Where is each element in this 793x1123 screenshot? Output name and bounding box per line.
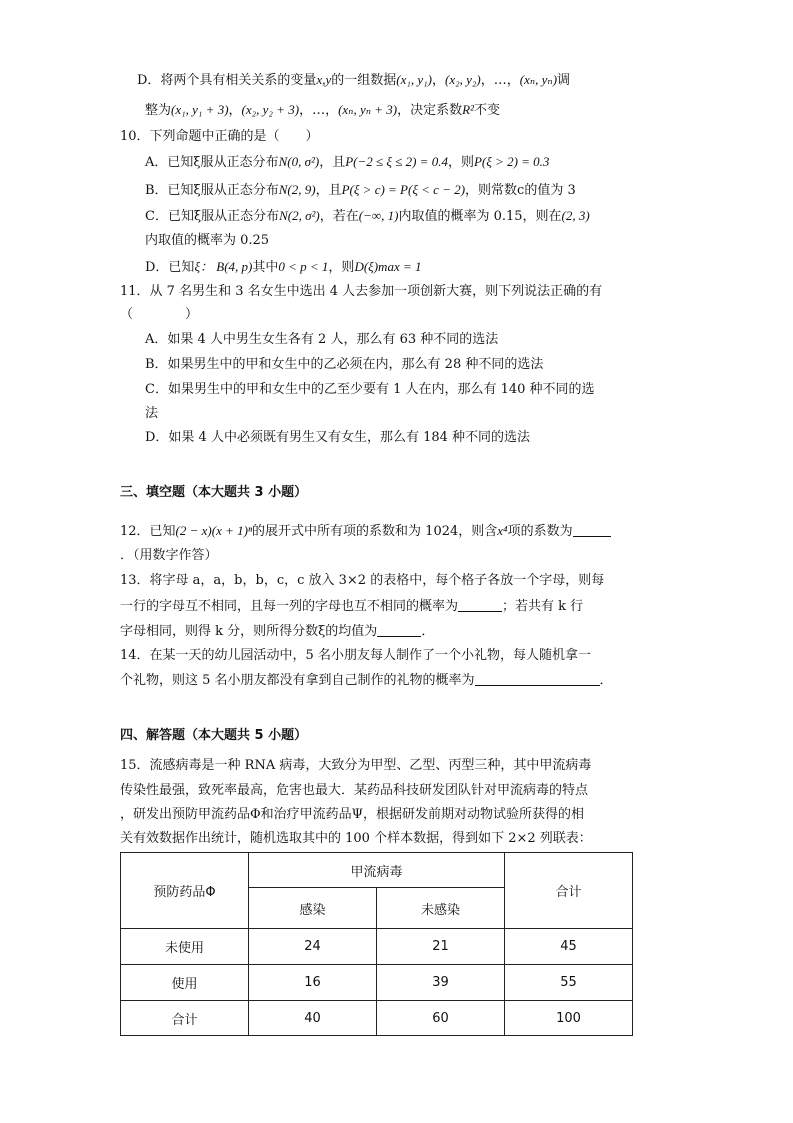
q13-l3: 字母相同，则得 k 分，则所得分数ξ的均值为 [120,624,378,639]
q12-x4: x⁴ [497,523,508,538]
q9-d-mid: 的一组数据 [331,73,397,88]
table-row [121,1001,633,1036]
q11-option-b: B．如果男生中的甲和女生中的乙必须在内，那么有 28 种不同的选法 [145,357,544,372]
q13-l2b: ；若共有 k 行 [502,599,584,614]
table-cell: 55 [505,965,633,1001]
q10-a-dist: N(0, σ²) [278,154,320,169]
q13-answer-blank-2[interactable] [377,622,421,637]
q10-stem: 10．下列命题中正确的是（ ） [120,129,319,144]
section-solution-heading: 四、解答题（本大题共 5 小题） [120,728,308,743]
q13-answer-blank-1[interactable] [458,597,502,612]
q10-c-int2: (2, 3) [561,208,590,223]
q10-d-then: ，则 [328,260,355,275]
q9-d2-mid: ，决定系数 [397,103,463,118]
q9-d2-r2: R² [462,102,474,117]
q13-line2 [120,597,583,617]
q9-d-sep2: ，…， [480,73,520,88]
q10-b-dist: N(2, 9) [278,182,316,197]
q12-line2: ．（用数字作答） [120,548,218,563]
q14-line2 [120,671,613,691]
q15-line1: 15．流感病毒是一种 RNA 病毒，大致分为甲型、乙型、丙型三种，其中甲流病毒 [120,758,592,773]
q10-c-mid2: 内取值的概率为 0.15，则在 [398,209,562,224]
q10-c-mid: ，若在 [319,209,359,224]
q10-c-int1: (−∞, 1) [358,208,399,223]
q11-option-d: D．如果 4 人中必须既有男生又有女生，那么有 184 种不同的选法 [145,430,531,445]
table-cell: 40 [249,1001,377,1036]
table-cell-label: 使用 [121,965,249,1001]
q9-d-vars: x,y [316,72,332,87]
q9-option-d-line2 [145,100,500,121]
q9-d2-p1: (x₁, y₁ + 3) [171,102,229,117]
table-cell: 100 [505,1001,633,1036]
table-cell: 39 [377,965,505,1001]
q11-stem: 11．从 7 名男生和 3 名女生中选出 4 人去参加一项创新大赛，则下列说法正确的有 [120,284,603,299]
table-row [121,965,633,1001]
q13-l2: 一行的字母互不相同，且每一列的字母也互不相同的概率为 [120,599,459,614]
table-group-header: 甲流病毒 [249,853,505,888]
q12-expr: (2 − x)(x + 1)ⁿ [175,523,253,538]
q10-a-res: P(ξ > 2) = 0.3 [473,154,550,169]
table-cell-label: 合计 [121,1001,249,1036]
q10-b-end: ，则常数c的值为 3 [465,183,576,198]
q10-b-cond: P(ξ > c) = P(ξ < c − 2) [341,182,466,197]
q9-d-sep1: ， [432,73,446,88]
q10-d-dist: ξ： B(4, p) [194,259,253,274]
q10-option-c [145,206,590,227]
q10-b-pre: B．已知ξ服从正态分布 [145,183,279,198]
q10-d-res: D(ξ)max = 1 [354,259,422,274]
q10-a-cond: P(−2 ≤ ξ ≤ 2) = 0.4 [345,154,448,169]
q10-option-c-line2: 内取值的概率为 0.25 [145,233,270,248]
q13-l3b: ． [421,624,435,639]
q10-a-mid: ，且 [319,155,346,170]
q9-d-p1: (x₁, y₁) [396,72,432,87]
table-row-header: 预防药品Φ [121,853,249,929]
q10-option-b [145,180,576,201]
q9-d2-sep2: ，…， [299,103,339,118]
q15-line2: 传染性最强，致死率最高，危害也最大．某药品科技研发团队针对甲流病毒的特点 [120,783,589,798]
table-cell: 60 [377,1001,505,1036]
q10-c-pre: C．已知ξ服从正态分布 [145,209,280,224]
q11-option-a: A．如果 4 人中男生女生各有 2 人，那么有 63 种不同的选法 [145,332,499,347]
q10-d-mid: 其中 [252,260,279,275]
q10-option-a [145,152,549,173]
q9-d2-sep1: ， [228,103,242,118]
table-col-not-infected: 未感染 [377,888,505,929]
q10-option-d [145,257,421,278]
q10-a-pre: A．已知ξ服从正态分布 [145,155,279,170]
q12-mid: 的展开式中所有项的系数和为 1024，则含 [252,524,498,539]
q12-end: 项的系数为 [507,524,573,539]
q9-d2-end: 不变 [473,103,500,118]
table-cell: 24 [249,929,377,965]
q10-a-then: ，则 [447,155,474,170]
table-cell: 45 [505,929,633,965]
q9-d2-start: 整为 [145,103,172,118]
table-col-infected: 感染 [249,888,377,929]
q11-stem-line2: （ ） [120,307,199,322]
q10-c-dist: N(2, σ²) [279,208,320,223]
q14-l2: 个礼物，则这 5 名小朋友都没有拿到自己制作的礼物的概率为 [120,673,475,688]
q15-line3: ，研发出预防甲流药品Φ和治疗甲流药品Ψ，根据研发前期对动物试验所获得的相 [120,807,585,822]
table-total-header: 合计 [505,853,633,929]
q11-option-c: C．如果男生中的甲和女生中的乙至少要有 1 人在内，那么有 140 种不同的选 [145,382,595,397]
table-cell-label: 未使用 [121,929,249,965]
table-row [121,929,633,965]
q12-answer-blank[interactable] [573,522,611,537]
q9-d2-pn: (xₙ, yₙ + 3) [338,102,398,117]
q10-b-mid: ，且 [315,183,342,198]
contingency-table [120,852,633,1036]
q13-line3 [120,622,434,642]
q9-d-p2: (x₂, y₂) [445,72,481,87]
q9-d-label: D．将两个具有相关关系的变量 [137,73,317,88]
q9-d-end: 调 [557,73,571,88]
q15-line4: 关有效数据作出统计，随机选取其中的 100 个样本数据，得到如下 2×2 列联表： [120,831,592,846]
q9-d-pn: (xₙ, yₙ) [519,72,558,87]
q12-line1 [120,521,611,542]
q10-d-cond: 0 < p < 1 [278,259,329,274]
q14-line1: 14．在某一天的幼儿园活动中，5 名小朋友每人制作了一个小礼物，每人随机拿一 [120,648,591,663]
table-cell: 16 [249,965,377,1001]
q9-d2-p2: (x₂, y₂ + 3) [241,102,300,117]
table-cell: 21 [377,929,505,965]
q13-line1: 13．将字母 a，a，b，b，c，c 放入 3×2 的表格中，每个格子各放一个字母，则每 [120,573,605,588]
q14-l2b: ． [599,673,613,688]
q14-answer-blank[interactable] [475,671,600,686]
section-fill-blank-heading: 三、填空题（本大题共 3 小题） [120,485,308,500]
q11-option-c-line2: 法 [145,406,159,421]
q12-pre: 12．已知 [120,524,176,539]
q9-option-d [137,70,570,91]
q10-d-pre: D．已知 [145,260,195,275]
